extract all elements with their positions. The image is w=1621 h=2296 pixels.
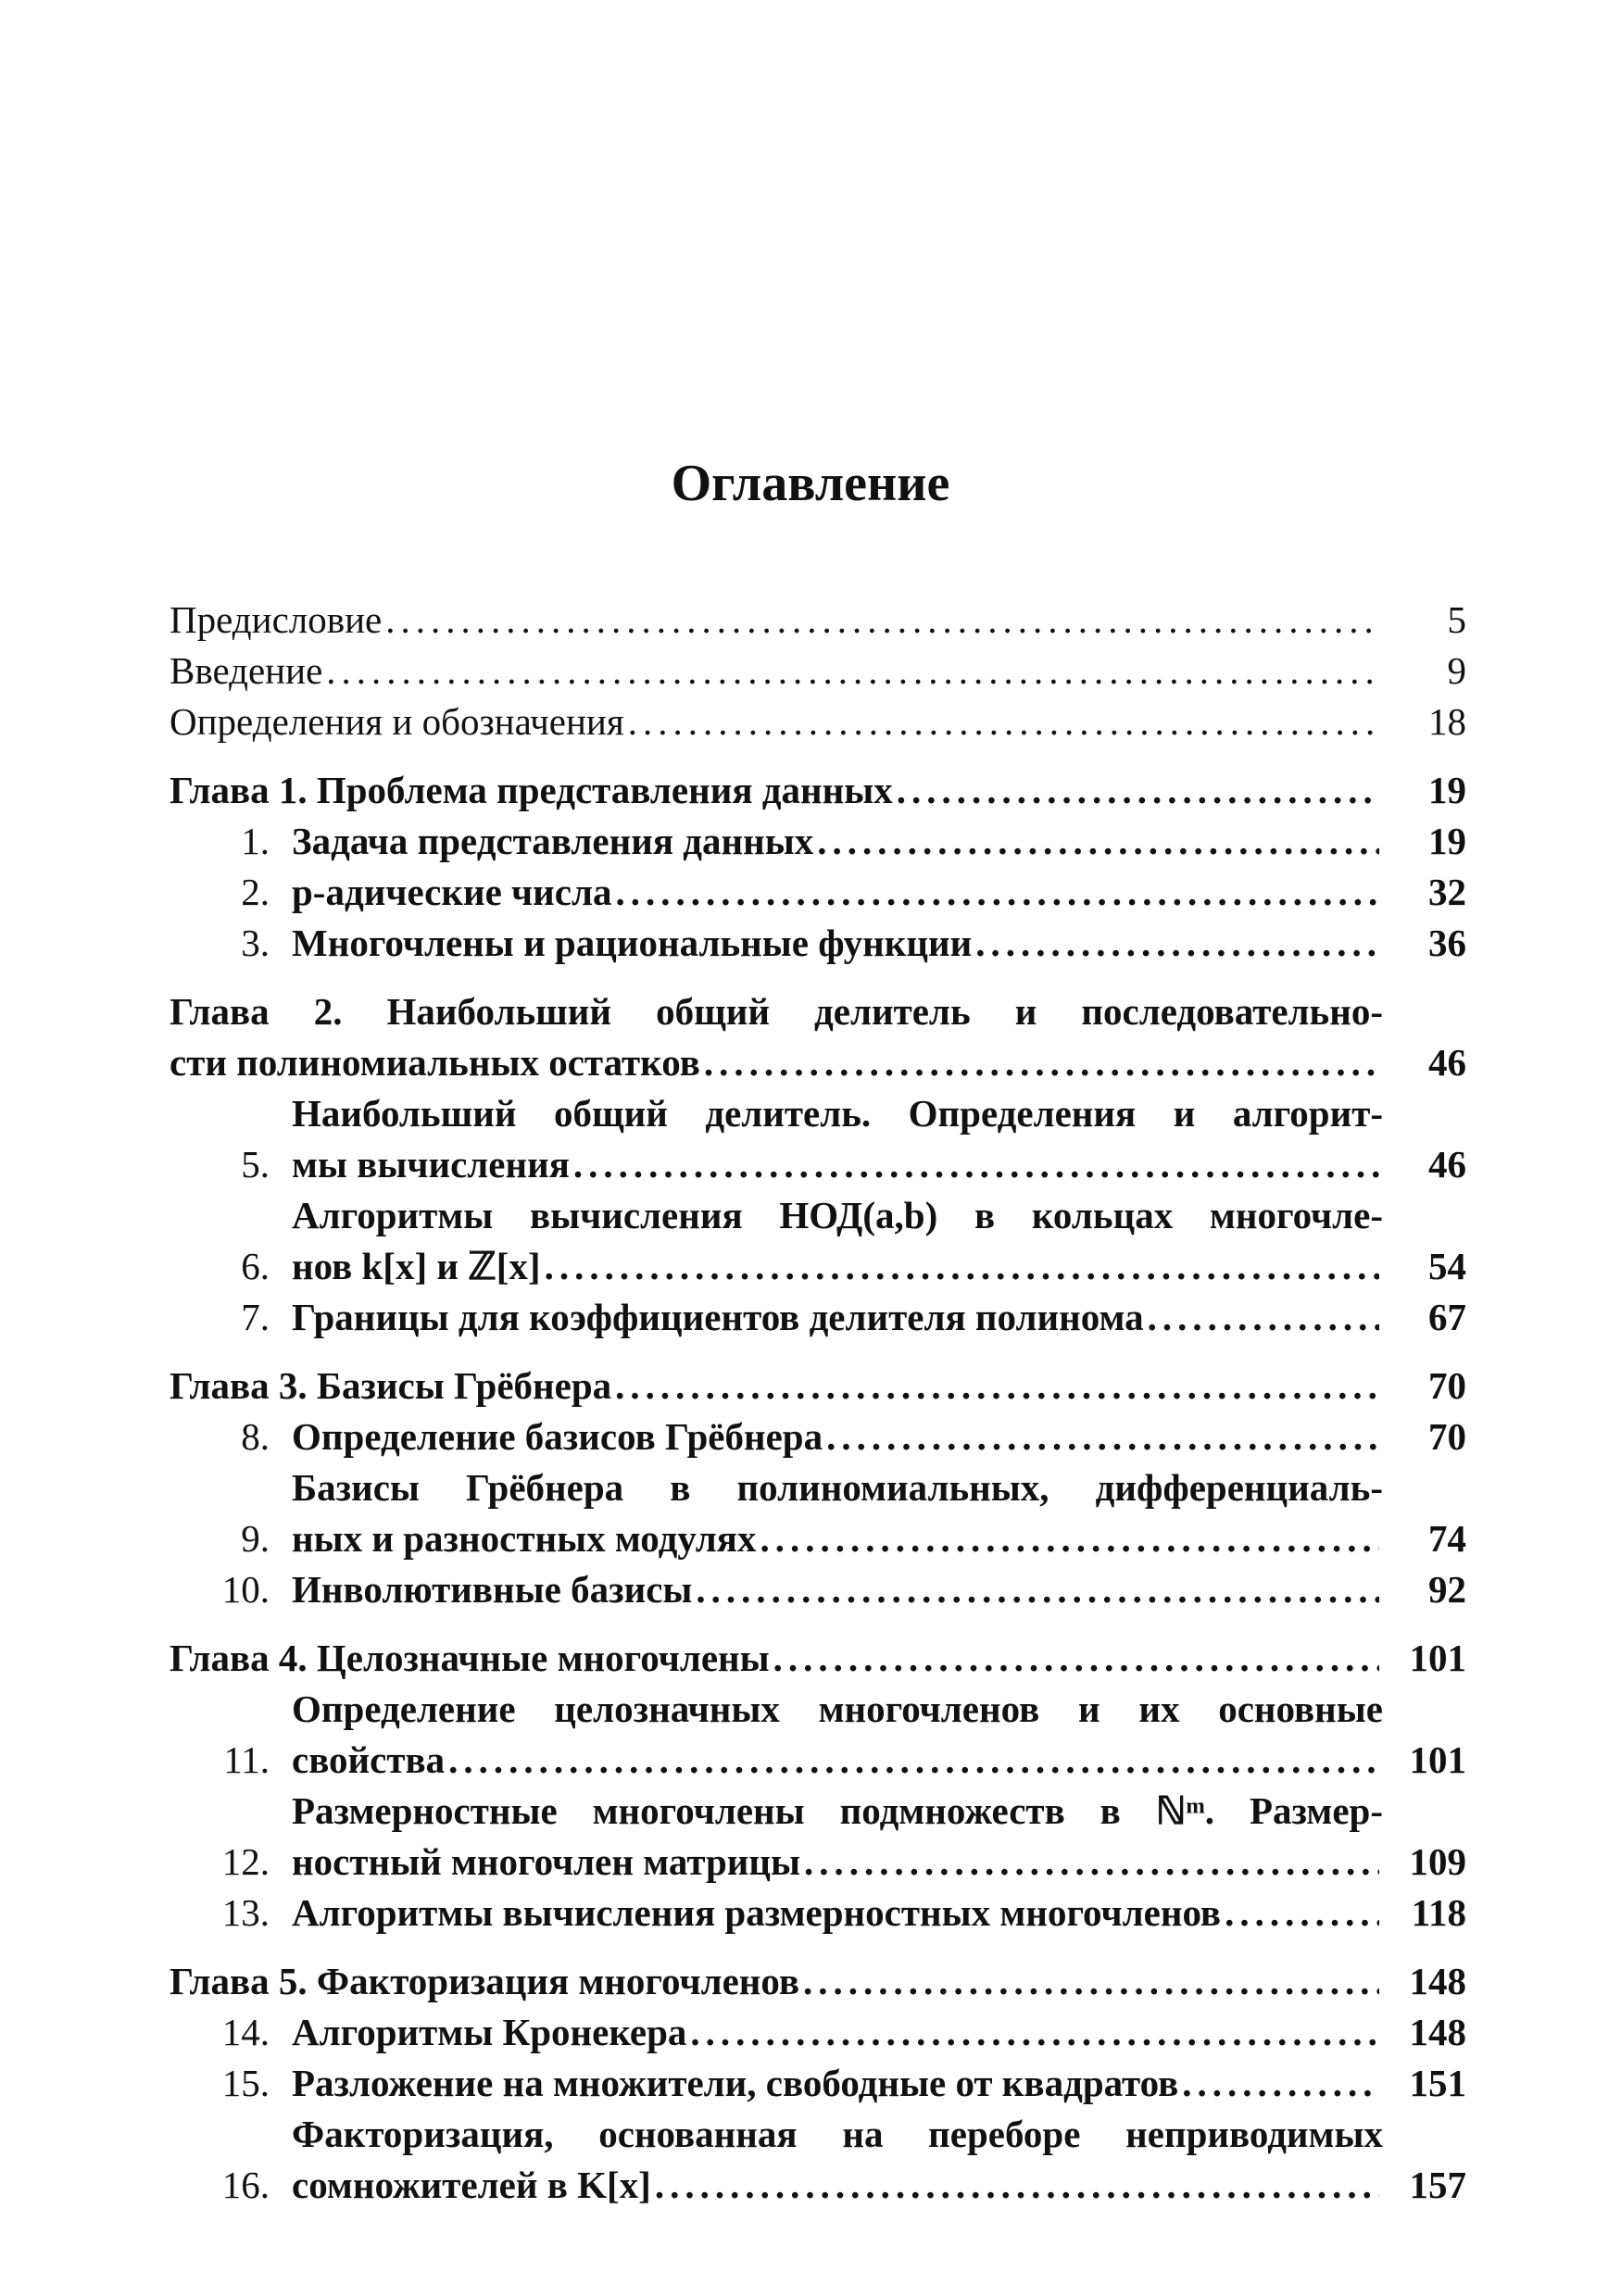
dot-leader bbox=[628, 696, 1379, 747]
section-title-line: Базисы Грёбнера в полиномиальных, дифференциаль- bbox=[292, 1466, 1383, 1509]
section-title: Определение базисов Грёбнера bbox=[292, 1415, 823, 1458]
dot-leader bbox=[696, 1564, 1379, 1615]
toc-chapter-1[interactable] bbox=[170, 765, 1466, 816]
page-number: 32 bbox=[1428, 871, 1466, 913]
page-number: 18 bbox=[1428, 700, 1466, 743]
toc-section-10[interactable] bbox=[170, 1564, 1466, 1615]
entry-title: Предисловие bbox=[170, 598, 383, 641]
section-number: 7. bbox=[241, 1296, 270, 1338]
section-title: p-адические числа bbox=[292, 871, 612, 913]
toc-section-15[interactable] bbox=[170, 2058, 1466, 2109]
toc-section-2[interactable] bbox=[170, 867, 1466, 918]
chapter-title: Глава 5. Факторизация многочленов bbox=[170, 1960, 800, 2002]
chapter-title: Глава 3. Базисы Грёбнера bbox=[170, 1364, 612, 1407]
table-of-contents bbox=[170, 595, 1466, 2211]
dot-leader bbox=[1225, 1888, 1379, 1938]
section-number: 9. bbox=[241, 1517, 270, 1560]
section-number: 14. bbox=[221, 2011, 270, 2053]
dot-leader bbox=[448, 1735, 1379, 1786]
toc-entry-introduction[interactable] bbox=[170, 646, 1466, 696]
page-number: 118 bbox=[1411, 1891, 1466, 1934]
dot-leader bbox=[760, 1513, 1380, 1564]
section-number: 1. bbox=[241, 820, 270, 862]
toc-chapter-4[interactable] bbox=[170, 1633, 1466, 1684]
section-title: Инволютивные базисы bbox=[292, 1568, 693, 1611]
dot-leader bbox=[804, 1837, 1379, 1888]
toc-entry-definitions[interactable] bbox=[170, 696, 1466, 747]
entry-title: Определения и обозначения bbox=[170, 700, 624, 743]
toc-section-3[interactable] bbox=[170, 918, 1466, 969]
page-number: 92 bbox=[1428, 1568, 1466, 1611]
dot-leader bbox=[615, 867, 1379, 918]
dot-leader bbox=[385, 595, 1379, 646]
toc-section-8[interactable] bbox=[170, 1411, 1466, 1462]
dot-leader bbox=[1182, 2058, 1379, 2109]
dot-leader bbox=[897, 765, 1379, 816]
section-title: нов k[x] и ℤ[x] bbox=[292, 1245, 541, 1287]
chapter-title: сти полиномиальных остатков bbox=[170, 1041, 700, 1084]
section-title: свойства bbox=[292, 1738, 446, 1781]
toc-section-14[interactable] bbox=[170, 2007, 1466, 2058]
page-number: 148 bbox=[1409, 2011, 1466, 2053]
section-title-line: Наибольший общий делитель. Определения и алгорит- bbox=[292, 1092, 1383, 1135]
toc-chapter-2[interactable] bbox=[170, 986, 1466, 1088]
section-number: 12. bbox=[221, 1840, 270, 1883]
dot-leader bbox=[690, 2007, 1379, 2058]
dot-leader bbox=[975, 918, 1379, 969]
section-number: 15. bbox=[221, 2062, 270, 2104]
toc-section-9[interactable] bbox=[170, 1462, 1466, 1564]
toc-section-11[interactable] bbox=[170, 1684, 1466, 1786]
page-number: 101 bbox=[1409, 1637, 1466, 1679]
dot-leader bbox=[817, 816, 1379, 867]
toc-chapter-5[interactable] bbox=[170, 1956, 1466, 2007]
dot-leader bbox=[615, 1361, 1379, 1411]
dot-leader bbox=[826, 1411, 1379, 1462]
toc-section-13[interactable] bbox=[170, 1888, 1466, 1938]
page-number: 70 bbox=[1428, 1415, 1466, 1458]
page-number: 70 bbox=[1428, 1364, 1466, 1407]
chapter-4-group bbox=[170, 1633, 1466, 1938]
page-number: 148 bbox=[1409, 1960, 1466, 2002]
page-number: 19 bbox=[1428, 769, 1466, 811]
section-number: 13. bbox=[221, 1891, 270, 1934]
section-title: Задача представления данных bbox=[292, 820, 814, 862]
chapter-5-group bbox=[170, 1956, 1466, 2211]
chapter-2-group bbox=[170, 986, 1466, 1343]
page-number: 9 bbox=[1447, 649, 1466, 692]
page-number: 101 bbox=[1409, 1738, 1466, 1781]
toc-section-12[interactable] bbox=[170, 1786, 1466, 1888]
chapter-1-group bbox=[170, 765, 1466, 969]
dot-leader bbox=[545, 1241, 1379, 1292]
dot-leader bbox=[803, 1956, 1379, 2007]
toc-entry-preface[interactable] bbox=[170, 595, 1466, 646]
toc-section-6[interactable] bbox=[170, 1190, 1466, 1292]
section-title: Алгоритмы Кронекера bbox=[292, 2011, 687, 2053]
toc-chapter-3[interactable] bbox=[170, 1361, 1466, 1411]
dot-leader bbox=[573, 1139, 1379, 1190]
chapter-title: Глава 1. Проблема представления данных bbox=[170, 769, 893, 811]
section-title-line: Факторизация, основанная на переборе неприводимых bbox=[292, 2113, 1383, 2155]
section-number: 8. bbox=[241, 1415, 270, 1458]
page-number: 157 bbox=[1409, 2164, 1466, 2206]
section-number: 11. bbox=[223, 1738, 270, 1781]
page-number: 109 bbox=[1409, 1840, 1466, 1883]
section-title: сомножителей в K[x] bbox=[292, 2164, 651, 2206]
page-number: 46 bbox=[1428, 1143, 1466, 1186]
toc-section-16[interactable] bbox=[170, 2109, 1466, 2211]
page-number: 5 bbox=[1447, 598, 1466, 641]
chapter-title-line: Глава 2. Наибольший общий делитель и последовательно- bbox=[170, 990, 1383, 1033]
section-title: Многочлены и рациональные функции bbox=[292, 922, 973, 964]
section-number: 2. bbox=[241, 871, 270, 913]
section-number: 16. bbox=[221, 2164, 270, 2206]
dot-leader bbox=[655, 2160, 1379, 2211]
chapter-title: Глава 4. Целозначные многочлены bbox=[170, 1637, 770, 1679]
section-number: 10. bbox=[221, 1568, 270, 1611]
section-title: Разложение на множители, свободные от квадратов bbox=[292, 2062, 1179, 2104]
toc-section-1[interactable] bbox=[170, 816, 1466, 867]
section-title: мы вычисления bbox=[292, 1143, 570, 1186]
page-number: 19 bbox=[1428, 820, 1466, 862]
chapter-3-group bbox=[170, 1361, 1466, 1615]
dot-leader bbox=[326, 646, 1379, 696]
section-title: ностный многочлен матрицы bbox=[292, 1840, 801, 1883]
section-title-line: Определение целозначных многочленов и их основные bbox=[292, 1687, 1383, 1730]
section-title-line: Размерностные многочлены подмножеств в ℕᵐ. Размер- bbox=[292, 1789, 1383, 1832]
toc-section-5[interactable] bbox=[170, 1088, 1466, 1190]
section-number: 5. bbox=[241, 1143, 270, 1186]
section-number: 3. bbox=[241, 922, 270, 964]
entry-title: Введение bbox=[170, 649, 323, 692]
page-number: 67 bbox=[1428, 1296, 1466, 1338]
page-number: 54 bbox=[1428, 1245, 1466, 1287]
section-number: 6. bbox=[241, 1245, 270, 1287]
page-number: 151 bbox=[1409, 2062, 1466, 2104]
dot-leader bbox=[704, 1037, 1379, 1088]
page-title: Оглавление bbox=[671, 455, 950, 512]
page-number: 74 bbox=[1428, 1517, 1466, 1560]
dot-leader bbox=[773, 1633, 1379, 1684]
page-number: 36 bbox=[1428, 922, 1466, 964]
section-title: Алгоритмы вычисления размерностных многочленов bbox=[292, 1891, 1222, 1934]
section-title: Границы для коэффициентов делителя полинома bbox=[292, 1296, 1144, 1338]
dot-leader bbox=[1148, 1292, 1379, 1343]
toc-section-7[interactable] bbox=[170, 1292, 1466, 1343]
page-number: 46 bbox=[1428, 1041, 1466, 1084]
front-matter bbox=[170, 595, 1466, 747]
section-title: ных и разностных модулях bbox=[292, 1517, 757, 1560]
section-title-line: Алгоритмы вычисления НОД(a,b) в кольцах многочле- bbox=[292, 1194, 1383, 1236]
